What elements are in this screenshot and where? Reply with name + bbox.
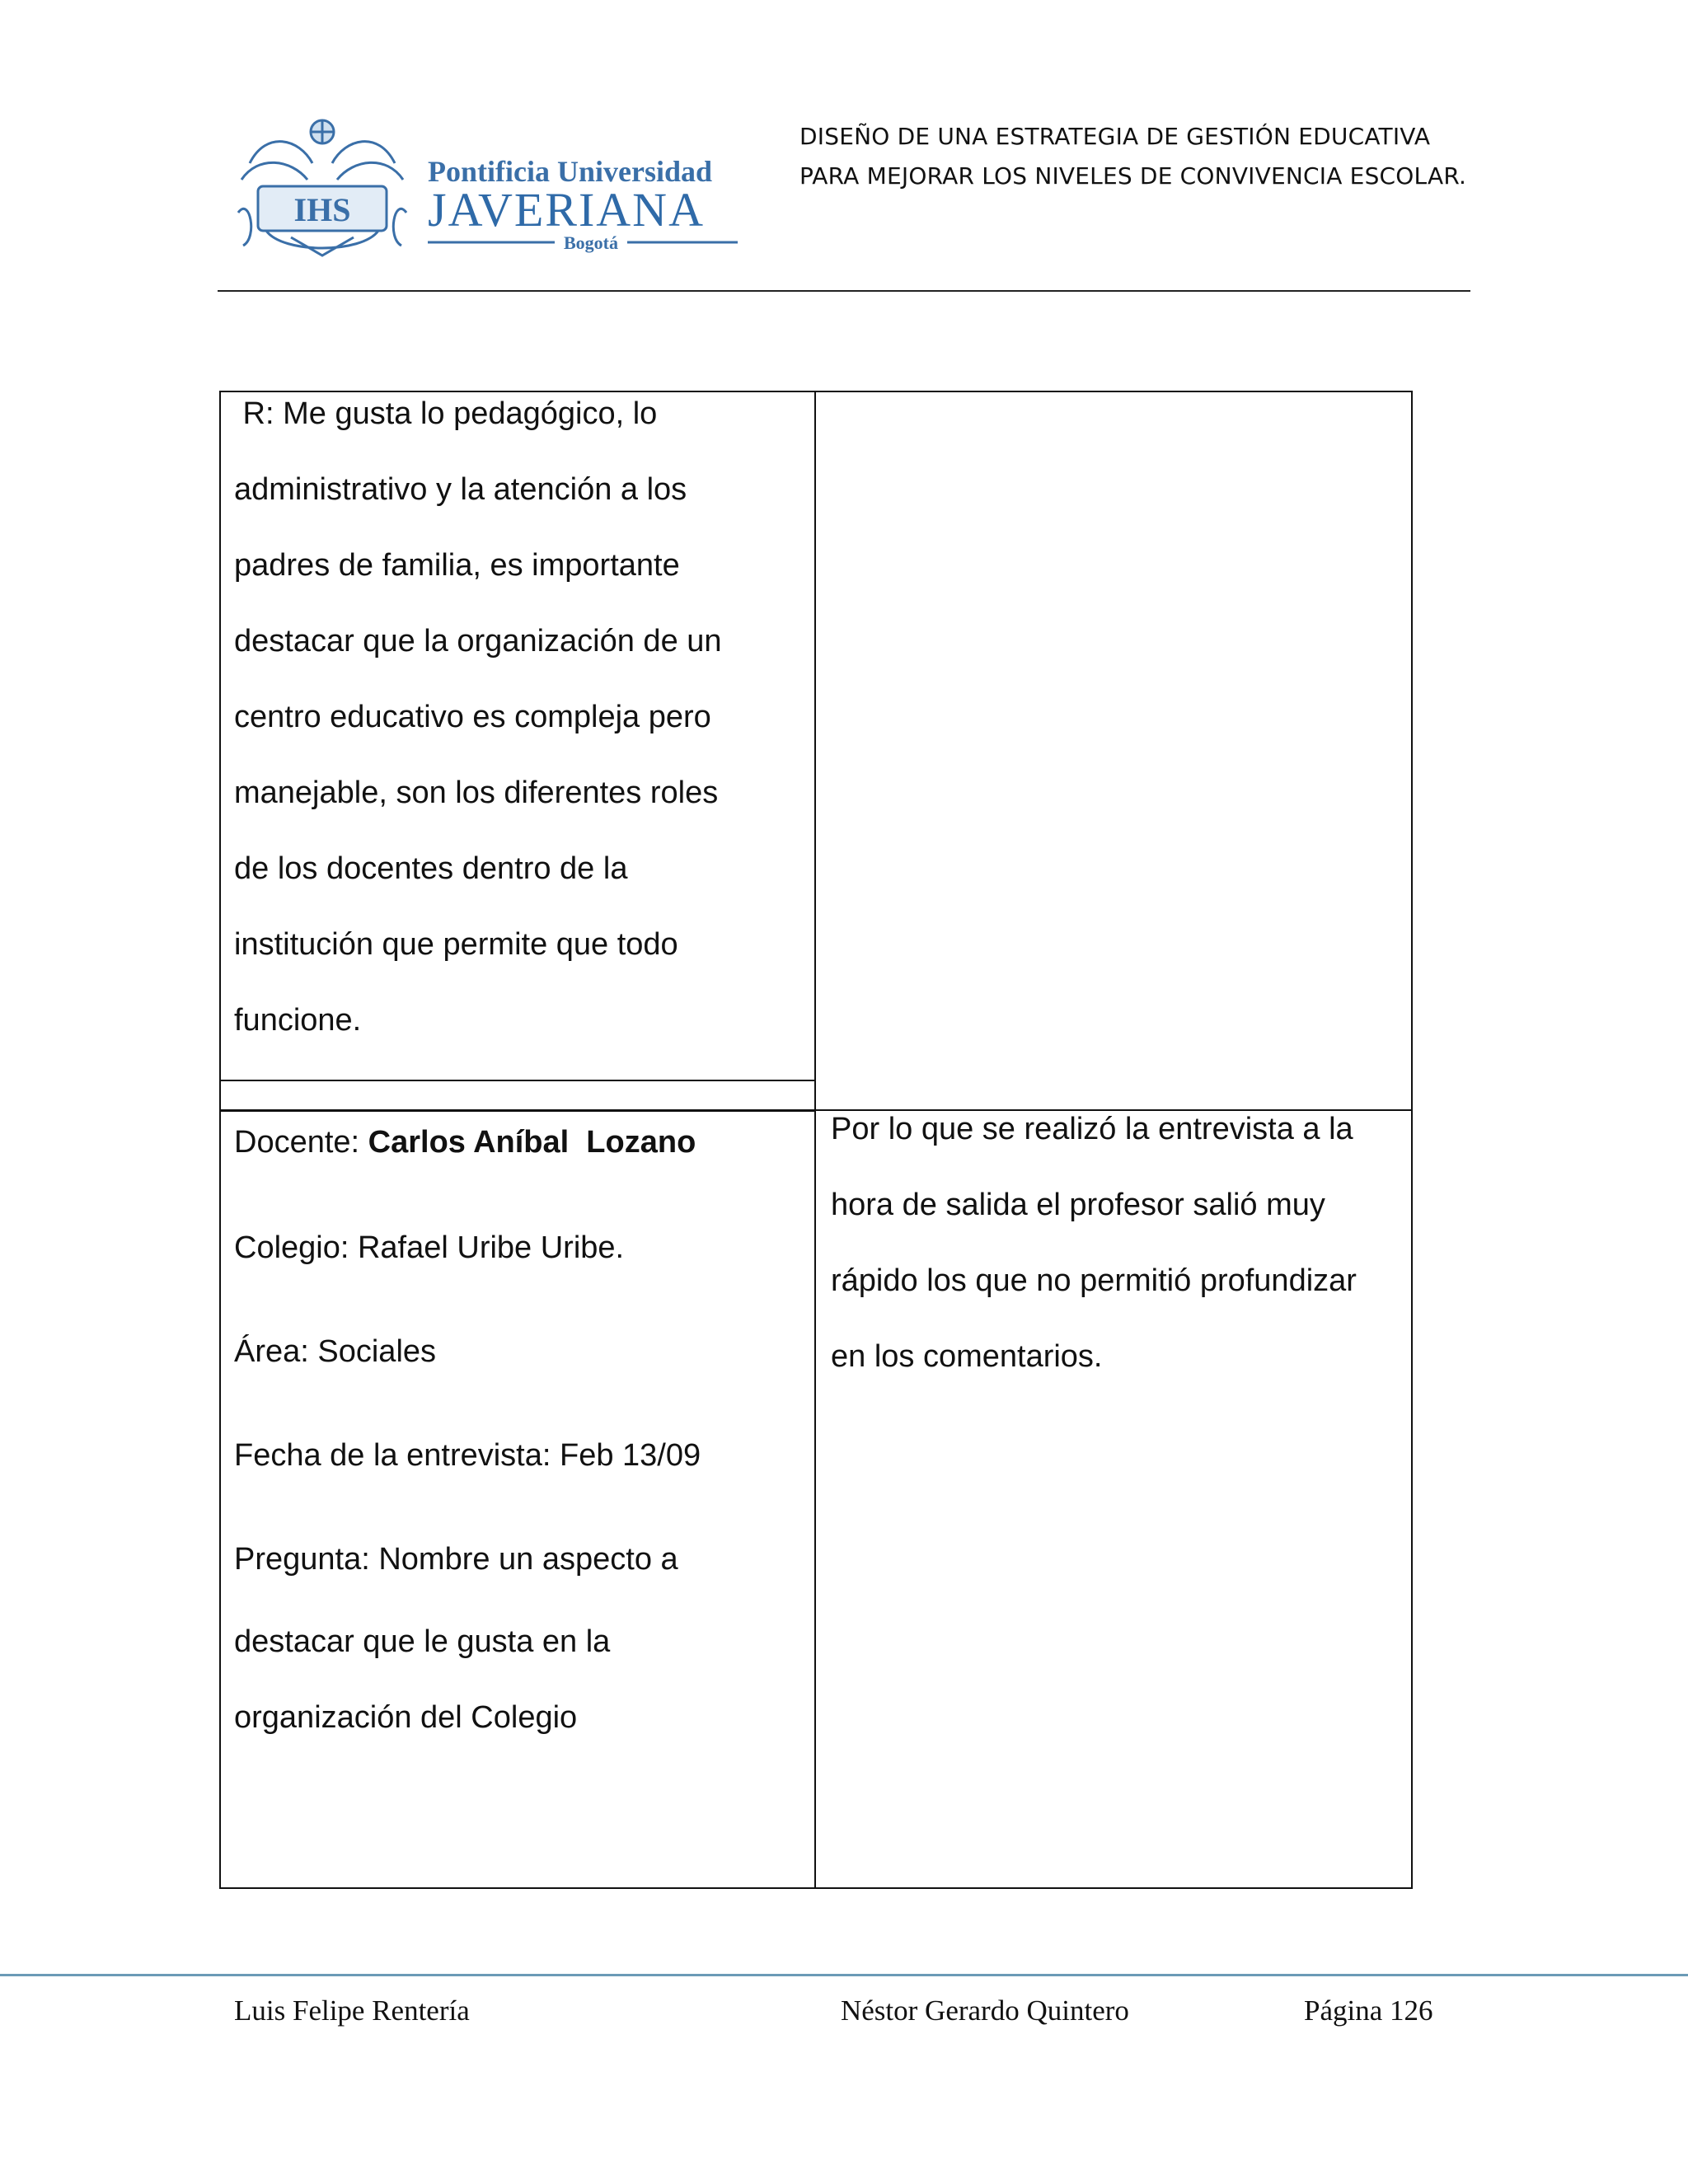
- pregunta-line: organización del Colegio: [234, 1700, 578, 1735]
- svg-text:JAVERIANA: JAVERIANA: [428, 183, 705, 237]
- table-border-right: [1411, 391, 1413, 1889]
- table-border-left: [219, 391, 221, 1889]
- pregunta-line: destacar que le gusta en la: [234, 1624, 611, 1659]
- title-line-2: PARA MEJORAR LOS NIVELES DE CONVIVENCIA ESCOLAR.: [799, 162, 1467, 190]
- table-border-bottom: [219, 1887, 1413, 1889]
- observation-line: hora de salida el profesor salió muy: [831, 1188, 1325, 1222]
- answer-line: institución que permite que todo: [234, 927, 678, 962]
- observation-text: [831, 1091, 1357, 1394]
- pregunta-line: Pregunta: Nombre un aspecto a: [234, 1542, 678, 1577]
- docente-name: Carlos Aníbal Lozano: [368, 1125, 696, 1160]
- interview-details: [234, 1113, 701, 1755]
- answer-line: funcione.: [234, 1003, 362, 1038]
- left-row-separator-1: [219, 1080, 816, 1081]
- svg-text:Bogotá: Bogotá: [564, 232, 618, 253]
- footer-divider: [0, 1974, 1688, 1976]
- colegio-line: Colegio: Rafael Uribe Uribe.: [234, 1230, 625, 1265]
- area-line: Área: Sociales: [234, 1334, 437, 1369]
- answer-line: destacar que la organización de un: [234, 624, 722, 658]
- svg-text:Pontificia Universidad: Pontificia Universidad: [428, 155, 713, 188]
- header-divider: [218, 290, 1470, 292]
- left-row-separator-2: [219, 1109, 816, 1112]
- page-number: Página 126: [1304, 1994, 1433, 2027]
- title-line-1: DISEÑO DE UNA ESTRATEGIA DE GESTIÓN EDUCATIVA: [799, 123, 1431, 150]
- answer-text: [234, 376, 722, 1058]
- answer-line: padres de familia, es importante: [234, 548, 680, 583]
- document-title: [799, 117, 1475, 196]
- footer-author-2: Néstor Gerardo Quintero: [841, 1994, 1129, 2027]
- answer-line: manejable, son los diferentes roles: [234, 776, 719, 810]
- observation-line: Por lo que se realizó la entrevista a la: [831, 1112, 1353, 1146]
- svg-text:IHS: IHS: [293, 191, 351, 228]
- answer-line: de los docentes dentro de la: [234, 851, 628, 886]
- docente-line: [234, 1113, 701, 1216]
- answer-line: administrativo y la atención a los: [234, 472, 687, 507]
- fecha-line: Fecha de la entrevista: Feb 13/09: [234, 1438, 701, 1473]
- answer-line: centro educativo es compleja pero: [234, 700, 711, 734]
- footer-author-1: Luis Felipe Rentería: [234, 1994, 470, 2027]
- observation-line: en los comentarios.: [831, 1339, 1103, 1374]
- university-logo: [233, 114, 744, 260]
- column-divider: [814, 391, 816, 1889]
- observation-line: rápido los que no permitió profundizar: [831, 1263, 1357, 1298]
- interview-table: [219, 391, 1413, 1889]
- answer-line: R: Me gusta lo pedagógico, lo: [234, 396, 658, 431]
- docente-label: Docente:: [234, 1125, 368, 1160]
